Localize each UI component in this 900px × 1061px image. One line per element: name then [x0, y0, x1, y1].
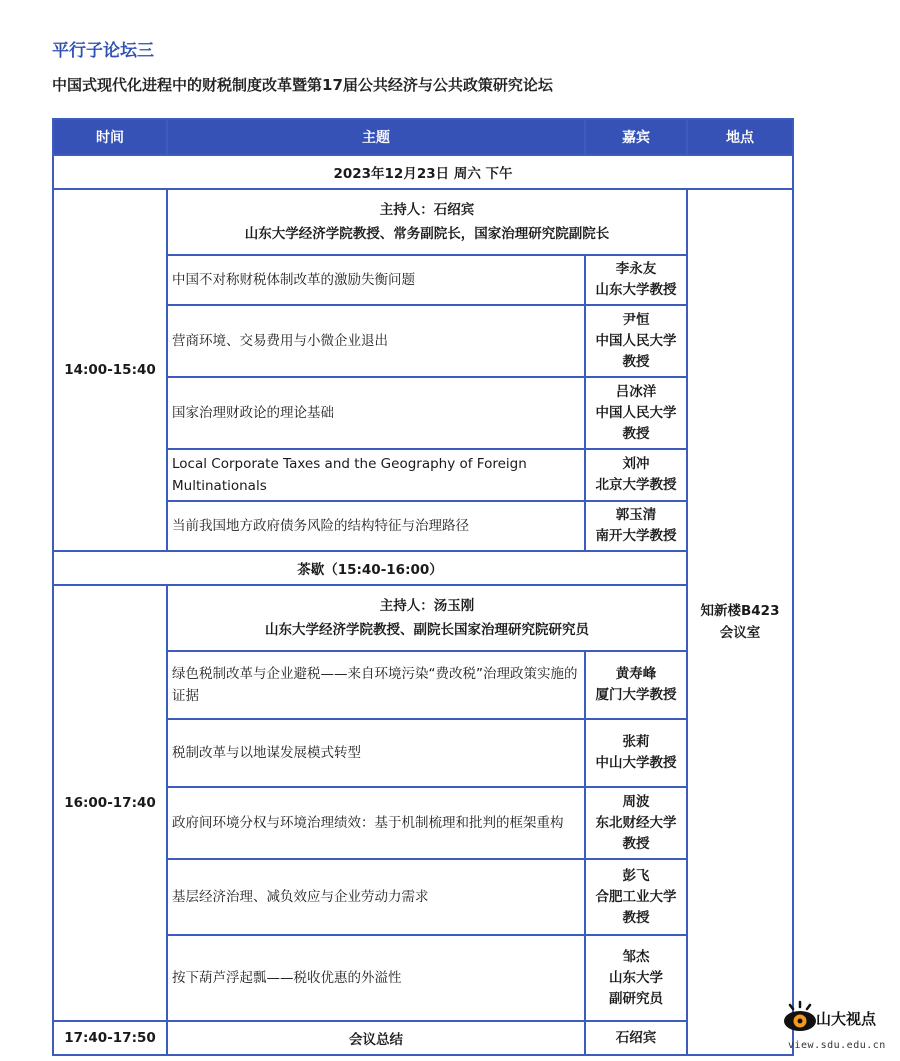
date-row	[53, 155, 793, 189]
guest-affiliation: 厦门大学教授	[595, 687, 677, 703]
guest-name: 彭飞	[622, 867, 650, 884]
session1-host-title: 山东大学经济学院教授、常务副院长，国家治理研究院副院长	[244, 226, 610, 242]
guest-name: 尹恒	[622, 311, 650, 328]
guest-name: 周波	[622, 793, 650, 810]
closing-time: 17:40-17:50	[53, 1021, 167, 1055]
watermark-url: view.sdu.edu.cn	[788, 1040, 886, 1051]
talk-guest	[585, 377, 687, 449]
schedule-table	[52, 118, 794, 1056]
guest-affiliation: 中山大学教授	[595, 755, 677, 771]
guest-affiliation: 北京大学教授	[595, 477, 677, 493]
guest-position: 教授	[622, 425, 650, 442]
guest-position: 副研究员	[609, 990, 663, 1007]
talk-guest	[585, 787, 687, 859]
guest-name: 吕冰洋	[615, 383, 657, 400]
location-room: 会议室	[719, 625, 761, 641]
talk-topic: 当前我国地方政府债务风险的结构特征与治理路径	[167, 501, 585, 551]
header-guest: 嘉宾	[585, 119, 687, 155]
guest-name: 李永友	[615, 261, 657, 277]
header-row	[53, 119, 793, 155]
watermark-name: 山大视点	[816, 1010, 877, 1028]
talk-guest	[585, 651, 687, 719]
talk-guest	[585, 935, 687, 1021]
guest-affiliation: 东北财经大学	[595, 814, 677, 831]
guest-name: 刘冲	[622, 456, 650, 472]
guest-name: 黄寿峰	[615, 666, 657, 682]
session2-host-name: 主持人：汤玉刚	[379, 598, 475, 614]
session2-host-row	[53, 585, 793, 651]
talk-guest	[585, 255, 687, 305]
session1-time: 14:00-15:40	[53, 189, 167, 551]
talk-topic: 中国不对称财税体制改革的激励失衡问题	[167, 255, 585, 305]
talk-guest	[585, 859, 687, 935]
guest-affiliation: 山东大学教授	[595, 282, 677, 298]
session2-host-title: 山东大学经济学院教授、副院长国家治理研究院研究员	[265, 622, 589, 638]
talk-guest	[585, 719, 687, 787]
session1-host-name: 主持人：石绍宾	[379, 202, 475, 218]
talk-topic: 税制改革与以地谋发展模式转型	[167, 719, 585, 787]
tea-break-row	[53, 551, 793, 585]
guest-affiliation: 合肥工业大学	[595, 888, 677, 905]
guest-affiliation: 南开大学教授	[595, 528, 677, 544]
session2-time: 16:00-17:40	[53, 585, 167, 1021]
guest-affiliation: 中国人民大学	[595, 332, 677, 349]
session1-host-row	[53, 189, 793, 255]
talk-topic: 营商环境、交易费用与小微企业退出	[167, 305, 585, 377]
talk-topic: 按下葫芦浮起瓢——税收优惠的外溢性	[167, 935, 585, 1021]
talk-topic: 绿色税制改革与企业避税——来自环境污染“费改税”治理政策实施的证据	[167, 651, 585, 719]
guest-affiliation: 山东大学	[609, 969, 663, 986]
talk-topic: 基层经济治理、减负效应与企业劳动力需求	[167, 859, 585, 935]
header-topic: 主题	[167, 119, 585, 155]
guest-position: 教授	[622, 835, 650, 852]
eye-logo-icon	[782, 1000, 818, 1036]
guest-affiliation: 中国人民大学	[595, 404, 677, 421]
guest-name: 张莉	[622, 734, 650, 750]
talk-topic: Local Corporate Taxes and the Geography of Foreign Multinationals	[167, 449, 585, 501]
guest-name: 郭玉清	[615, 507, 657, 523]
talk-guest	[585, 501, 687, 551]
talk-topic: 政府间环境分权与环境治理绩效：基于机制梳理和批判的框架重构	[167, 787, 585, 859]
session1-host	[167, 189, 687, 255]
talk-guest	[585, 305, 687, 377]
closing-topic: 会议总结	[167, 1021, 585, 1055]
page-subtitle: 中国式现代化进程中的财税制度改革暨第17届公共经济与公共政策研究论坛	[52, 76, 553, 94]
guest-position: 教授	[622, 909, 650, 926]
guest-position: 教授	[622, 353, 650, 370]
watermark-logo	[776, 996, 898, 1058]
talk-guest	[585, 449, 687, 501]
header-location: 地点	[687, 119, 793, 155]
closing-guest: 石绍宾	[585, 1021, 687, 1055]
location-building: 知新楼B423	[700, 603, 780, 619]
location-cell	[687, 189, 793, 1055]
tea-break: 茶歇（15:40-16:00）	[53, 551, 687, 585]
page-title: 平行子论坛三	[52, 41, 154, 61]
header-time: 时间	[53, 119, 167, 155]
date-cell: 2023年12月23日 周六 下午	[53, 155, 793, 189]
talk-topic: 国家治理财政论的理论基础	[167, 377, 585, 449]
session2-host	[167, 585, 687, 651]
closing-row	[53, 1021, 793, 1055]
guest-name: 邹杰	[622, 948, 650, 965]
